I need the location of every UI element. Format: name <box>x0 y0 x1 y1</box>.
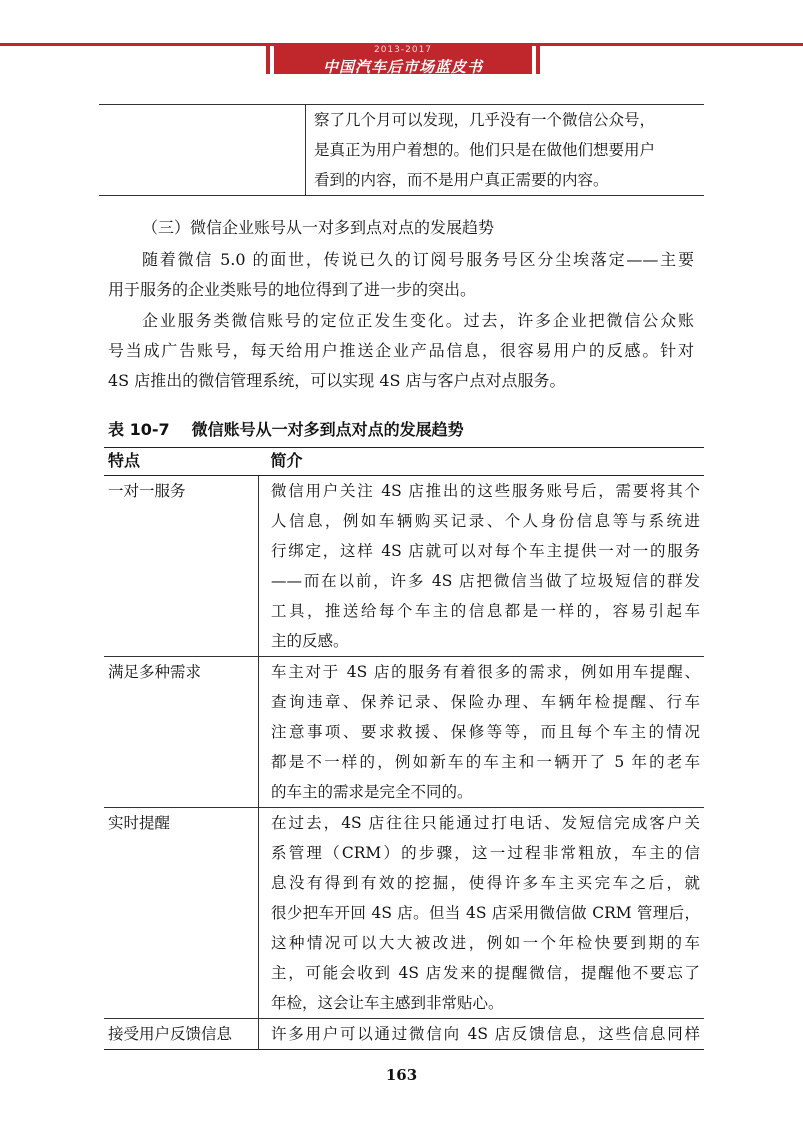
continued-table-row <box>99 105 704 195</box>
table-caption-number: 表 10-7 <box>108 420 170 439</box>
text-line: 是真正为用户着想的。他们只是在做他们想要用户 <box>313 141 655 159</box>
header-book-title: 中国汽车后市场蓝皮书 <box>322 58 483 76</box>
column-header-feature: 特点 <box>104 448 259 476</box>
table-header-row <box>104 448 704 476</box>
text-line: 行绑定，这样 4S 店就可以对每个车主提供一对一的服务 <box>271 542 700 560</box>
section-heading <box>108 213 694 243</box>
text-line: 号当成广告账号，每天给用户推送企业产品信息，很容易用户的反感。针对 <box>108 341 694 360</box>
table-caption <box>108 417 464 440</box>
text-line: 系管理（CRM）的步骤，这一过程非常粗放，车主的信 <box>271 844 700 862</box>
text-line: ——而在以前，许多 4S 店把微信当做了垃圾短信的群发 <box>271 572 700 590</box>
table-row <box>104 1019 704 1050</box>
text-line: 察了几个月可以发现，几乎没有一个微信公众号， <box>313 111 655 129</box>
header-years: 2013-2017 <box>373 45 433 55</box>
feature-cell: 接受用户反馈信息 <box>104 1019 259 1050</box>
continued-table <box>99 104 704 196</box>
description-cell <box>259 657 705 808</box>
text-line: 随着微信 5.0 的面世，传说已久的订阅号服务号区分尘埃落定——主要 <box>142 250 694 269</box>
text-line: 在过去，4S 店往往只能通过打电话、发短信完成客户关 <box>271 814 700 832</box>
text-line: 主的反感。 <box>271 632 349 650</box>
feature-cell: 实时提醒 <box>104 808 259 1019</box>
header-left-bar <box>266 44 270 74</box>
page-number: 163 <box>385 1066 418 1084</box>
description-cell <box>259 1019 705 1050</box>
table-row <box>104 808 704 1019</box>
table-row <box>104 476 704 657</box>
header-right-bar <box>536 44 540 74</box>
text-line: 用于服务的企业类账号的地位得到了进一步的突出。 <box>108 280 477 299</box>
text-line: 4S 店推出的微信管理系统，可以实现 4S 店与客户点对点服务。 <box>108 371 566 390</box>
text-line: 人信息，例如车辆购买记录、个人身份信息等与系统进 <box>271 512 700 530</box>
column-header-description: 简介 <box>259 448 705 476</box>
text-line: 这种情况可以大大被改进，例如一个年检快要到期的车 <box>271 934 700 952</box>
feature-table <box>104 447 704 1050</box>
text-line: 看到的内容，而不是用户真正需要的内容。 <box>313 171 609 189</box>
text-line: 工具，推送给每个车主的信息都是一样的，容易引起车 <box>271 602 700 620</box>
feature-cell: 一对一服务 <box>104 476 259 657</box>
text-line: 息没有得到有效的挖掘，使得许多车主买完车之后，就 <box>271 874 700 892</box>
running-header <box>274 44 532 74</box>
table-caption-title: 微信账号从一对多到点对点的发展趋势 <box>191 420 464 439</box>
text-line: 企业服务类微信账号的定位正发生变化。过去，许多企业把微信公众账 <box>142 311 694 330</box>
text-line: 很少把车开回 4S 店。但当 4S 店采用微信做 CRM 管理后， <box>271 904 700 922</box>
text-line: 许多用户可以通过微信向 4S 店反馈信息，这些信息同样 <box>271 1025 700 1043</box>
text-line: 车主对于 4S 店的服务有着很多的需求，例如用车提醒、 <box>271 663 700 681</box>
description-cell <box>259 476 705 657</box>
text-line: 都是不一样的，例如新车的车主和一辆开了 5 年的老车 <box>271 753 700 771</box>
paragraph-1 <box>108 245 694 305</box>
feature-cell: 满足多种需求 <box>104 657 259 808</box>
text-line: 注意事项、要求救援、保修等等，而且每个车主的情况 <box>271 723 700 741</box>
description-cell <box>259 808 705 1019</box>
continued-table-text-cell <box>306 105 704 195</box>
section-heading-text: （三）微信企业账号从一对多到点对点的发展趋势 <box>142 218 495 237</box>
continued-table-empty-cell <box>99 105 306 195</box>
text-line: 查询违章、保养记录、保险办理、车辆年检提醒、行车 <box>271 693 700 711</box>
text-line: 微信用户关注 4S 店推出的这些服务账号后，需要将其个 <box>271 482 700 500</box>
table-row <box>104 657 704 808</box>
paragraph-2 <box>108 306 694 396</box>
text-line: 年检，这会让车主感到非常贴心。 <box>271 994 504 1012</box>
text-line: 主，可能会收到 4S 店发来的提醒微信，提醒他不要忘了 <box>271 964 700 982</box>
text-line: 的车主的需求是完全不同的。 <box>271 783 473 801</box>
